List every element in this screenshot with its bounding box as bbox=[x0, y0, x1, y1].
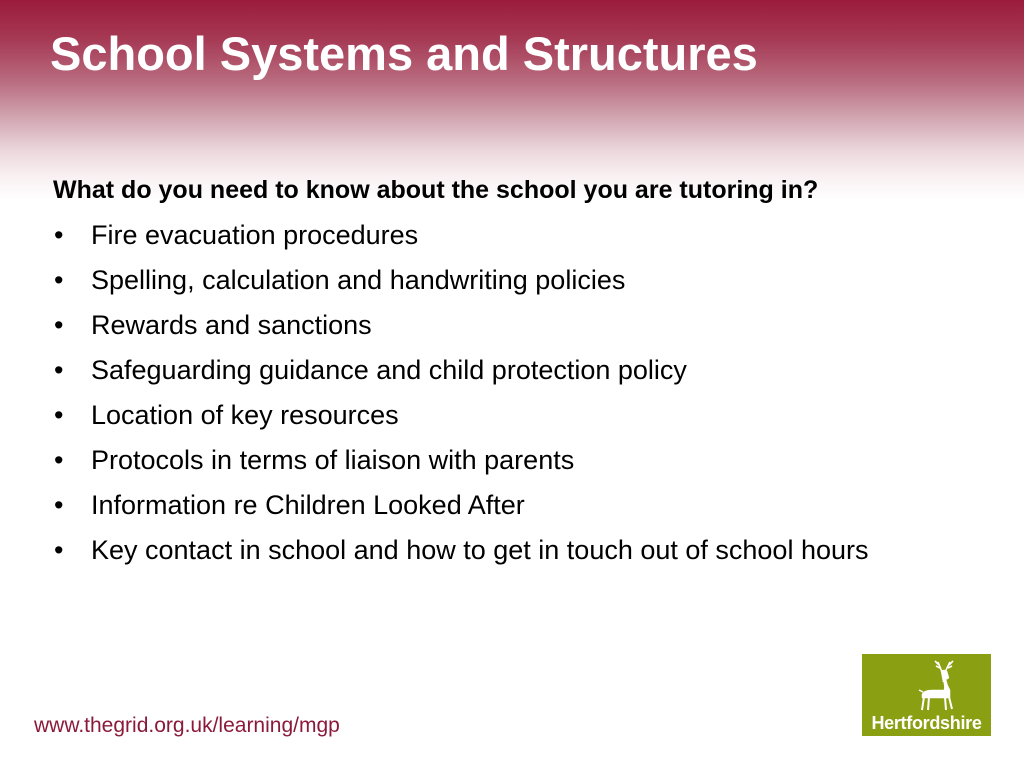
list-item bbox=[53, 303, 1013, 348]
list-item bbox=[53, 483, 1013, 528]
bullet-dot: • bbox=[54, 355, 64, 385]
stag-icon bbox=[914, 658, 960, 712]
bullet-dot: • bbox=[54, 445, 64, 475]
list-item bbox=[53, 393, 1013, 438]
list-item bbox=[53, 213, 1013, 258]
list-item-text: Spelling, calculation and handwriting policies bbox=[91, 265, 626, 295]
list-item-text: Protocols in terms of liaison with parents bbox=[91, 445, 575, 475]
hertfordshire-logo bbox=[862, 654, 991, 736]
footer-url-link[interactable]: www.thegrid.org.uk/learning/mgp bbox=[34, 714, 340, 737]
bullet-list bbox=[53, 213, 1013, 573]
bullet-dot: • bbox=[54, 400, 64, 430]
list-item-text: Location of key resources bbox=[91, 400, 399, 430]
bullet-dot: • bbox=[54, 310, 64, 340]
slide-title: School Systems and Structures bbox=[50, 27, 758, 80]
list-item-text: Information re Children Looked After bbox=[91, 490, 525, 520]
question-heading: What do you need to know about the school you are tutoring in? bbox=[53, 176, 819, 204]
list-item-text: Safeguarding guidance and child protection policy bbox=[91, 355, 687, 385]
slide-content bbox=[53, 168, 1013, 573]
list-item bbox=[53, 528, 1013, 573]
list-item-text: Key contact in school and how to get in touch out of school hours bbox=[91, 535, 869, 565]
bullet-dot: • bbox=[54, 220, 64, 250]
list-item-text: Fire evacuation procedures bbox=[91, 220, 419, 250]
bullet-dot: • bbox=[54, 490, 64, 520]
bullet-dot: • bbox=[54, 535, 64, 565]
list-item bbox=[53, 348, 1013, 393]
list-item bbox=[53, 258, 1013, 303]
bullet-dot: • bbox=[54, 265, 64, 295]
list-item-text: Rewards and sanctions bbox=[91, 310, 372, 340]
list-item bbox=[53, 438, 1013, 483]
logo-text: Hertfordshire bbox=[871, 713, 982, 733]
